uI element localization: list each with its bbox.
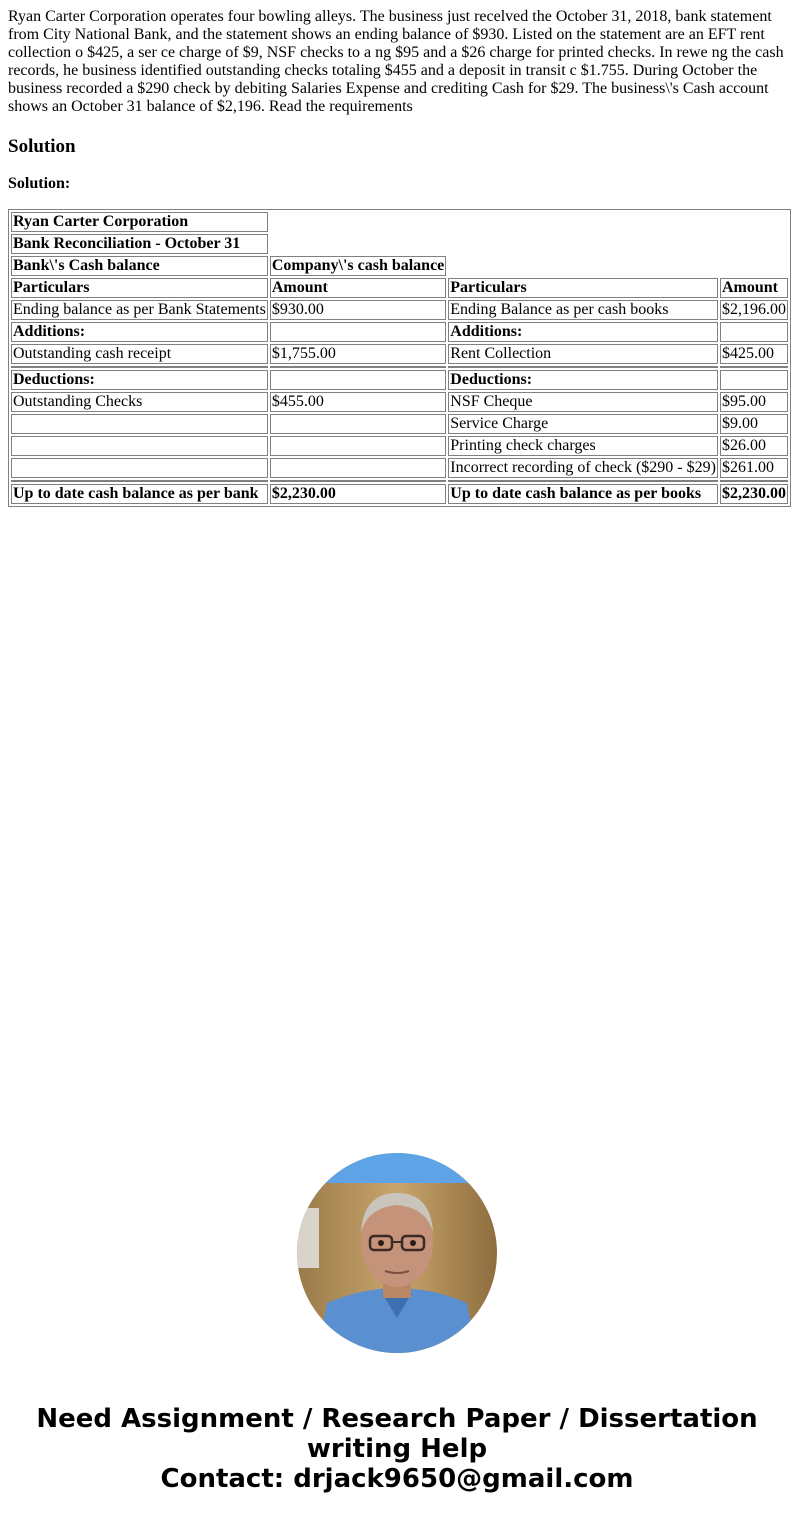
author-portrait-image: [297, 1153, 497, 1353]
table-cell: $2,230.00: [721, 485, 786, 502]
table-cell: $455.00: [270, 392, 446, 412]
header-amount: Amount: [720, 278, 788, 298]
table-row: [11, 344, 788, 364]
table-cell: Deductions:: [11, 370, 268, 390]
table-cell: [270, 322, 446, 342]
table-cell: $261.00: [720, 458, 788, 478]
company-name-cell: Ryan Carter Corporation: [11, 212, 268, 232]
table-cell: [11, 414, 268, 434]
table-row: [11, 322, 788, 342]
table-cell: Additions:: [11, 322, 268, 342]
bank-reconciliation-table: [8, 209, 791, 507]
table-cell: $26.00: [720, 436, 788, 456]
problem-statement: Ryan Carter Corporation operates four bowling alleys. The business just recelved the October 31, 2018, bank statement from City National Bank, and the statement shows an ending balance of $930. Listed on the statement are an EFT rent collection o $425, a ser ce charge of $9, NSF checks to a ng $95 and a $26 charge for printed checks. In rewe ng the cash records, he business identified outstanding checks totaling $455 and a deposit in transit c $1.755. During October the business recorded a $290 check by debiting Salaries Expense and crediting Cash for $29. The business\'s Cash account shows an October 31 balance of $2,196. Read the requirements: [8, 8, 784, 115]
table-row: [11, 212, 788, 232]
table-cell: Printing check charges: [448, 436, 718, 456]
table-row: [11, 256, 788, 276]
table-cell: Deductions:: [448, 370, 718, 390]
table-cell: [11, 436, 268, 456]
table-cell: [270, 436, 446, 456]
company-balance-header: Company\'s cash balance: [271, 257, 445, 274]
table-cell: Up to date cash balance as per bank: [11, 484, 268, 504]
header-particulars: Particulars: [11, 278, 268, 298]
total-row: [11, 484, 788, 504]
table-cell: [11, 458, 268, 478]
banner-line: Need Assignment / Research Paper / Dissertation: [36, 1404, 758, 1434]
author-avatar: [297, 1153, 497, 1353]
table-cell: Rent Collection: [448, 344, 718, 364]
table-cell: $2,230.00: [270, 484, 446, 504]
table-row: [11, 436, 788, 456]
table-cell: Outstanding cash receipt: [11, 344, 268, 364]
header-particulars: Particulars: [448, 278, 718, 298]
column-header-row: [11, 278, 788, 298]
table-cell: $425.00: [720, 344, 788, 364]
table-cell: $9.00: [720, 414, 788, 434]
table-cell: Outstanding Checks: [11, 392, 268, 412]
table-cell: Ending Balance as per cash books: [448, 300, 718, 320]
table-cell: Service Charge: [448, 414, 718, 434]
table-cell: Up to date cash balance as per books: [448, 484, 718, 504]
table-cell: NSF Cheque: [448, 392, 718, 412]
contact-email[interactable]: Contact: drjack9650@gmail.com: [160, 1464, 634, 1494]
table-cell: Incorrect recording of check ($290 - $29): [450, 459, 716, 476]
table-row: [11, 370, 788, 390]
table-cell: Ending balance as per Bank Statements: [13, 301, 266, 318]
table-row: [11, 392, 788, 412]
table-cell: $1,755.00: [270, 344, 446, 364]
solution-label: Solution:: [8, 175, 71, 192]
table-cell: [720, 370, 788, 390]
table-cell: [720, 322, 788, 342]
promo-banner: [0, 1404, 794, 1494]
header-amount: Amount: [270, 278, 446, 298]
table-cell: [270, 458, 446, 478]
solution-heading: Solution: [8, 136, 76, 157]
table-cell: [270, 414, 446, 434]
separator-row: [11, 480, 788, 482]
bank-balance-header: Bank\'s Cash balance: [11, 256, 268, 276]
table-cell: $930.00: [270, 300, 446, 320]
table-row: [11, 414, 788, 434]
separator-row: [11, 366, 788, 368]
table-cell: Additions:: [448, 322, 718, 342]
table-cell: $2,196.00: [721, 301, 786, 318]
table-cell: [270, 370, 446, 390]
table-row: [11, 234, 788, 254]
banner-line: writing Help: [306, 1434, 488, 1464]
table-row: [11, 300, 788, 320]
reconciliation-title-cell: Bank Reconciliation - October 31: [11, 234, 268, 254]
table-cell: $95.00: [720, 392, 788, 412]
table-row: [11, 458, 788, 478]
